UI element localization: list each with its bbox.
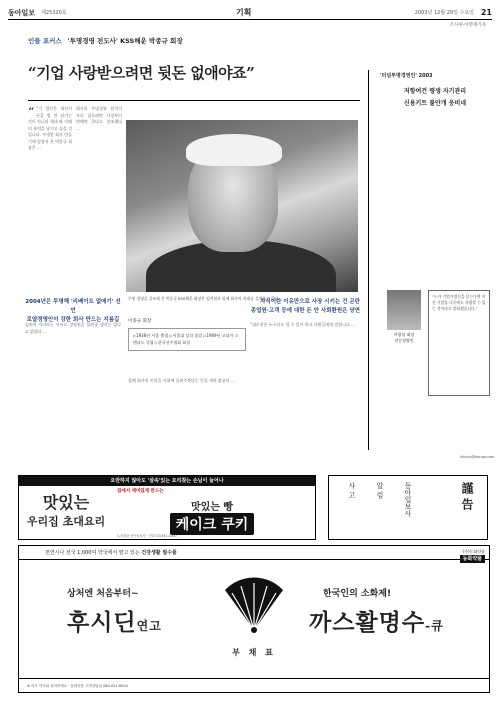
ad2-topline-text: 천연시나 전국 1,000여 약국에서 팔고 있는 [45, 550, 142, 556]
sidebar-profile-name: 이광섭 회장 [393, 332, 415, 337]
section-title: 기획 [236, 7, 252, 17]
series-tag: 인물 포커스 [28, 37, 62, 45]
ad1-brand-sub-a: 우리집 [26, 515, 59, 528]
reporter-credit: 조사위·이명재기자 [449, 23, 486, 28]
article-column-text: 올해 회사의 이익을 사회에 돌려주겠다는 뜻을 재차 밝혔다 … [128, 378, 235, 383]
series-kicker: '투명경영 전도사' KSS해운 박종규 회장 [67, 37, 183, 45]
ad2-fan-label: 부 채 표 [232, 648, 276, 657]
article-column-text: “대로선은 누구라도 될 수 있어 하고 사원들에게 말합니다 … [250, 322, 356, 327]
notice-col: 사 고 [348, 482, 356, 499]
fan-icon [219, 568, 289, 638]
sidebar-photo [387, 290, 421, 330]
page-number: 21 [480, 8, 492, 17]
sidebar-profile [384, 290, 424, 344]
article-column-5 [128, 378, 246, 448]
dropcap-quote-icon: “ [28, 106, 35, 119]
sidebar-text-bottom [380, 400, 490, 452]
ad2-right-subline: 한국인의 소화제! [323, 589, 392, 599]
sidebar-title: '터널투명경영인' 2003 [380, 73, 433, 79]
ad2-left-subline: 상처엔 처음부터~ [67, 589, 139, 599]
notice-heading: 謹 告 [460, 482, 474, 511]
photo-caption: 투명 경영을 강조해 온 박종규 KSS해운 회장은 임직원과 함께 회사의 미래를 설계하고 있다. [128, 296, 280, 301]
ad2-right-product-tail: -큐 [425, 619, 444, 633]
article-column-text: “기 업인은 재산이 돈을 벌 만 남기는 것이 아니라 세대 와 미래의 유익을 남기고 싶을 것입니다. 투명한 회사 만들기에 앞장서 온 박종규 회장은 … [28, 106, 72, 150]
sidebar-text [380, 118, 490, 286]
ad1-brand-sub [25, 513, 107, 529]
newspaper-name: 동아일보 [8, 7, 36, 17]
column-divider [368, 70, 369, 450]
ad2-right-product [309, 604, 444, 637]
ad1-brand-sub-b: 초대요리 [62, 515, 106, 528]
ad1-tagline: 집에서 재미있게 만드는 [117, 489, 164, 494]
series-bar [28, 36, 183, 45]
article-column-2 [76, 106, 122, 294]
article-column-4 [250, 322, 360, 448]
portrait-photo [126, 120, 358, 292]
ad2-left-product [67, 604, 162, 637]
subject-name: 이종규 회장 [128, 319, 152, 324]
publication-date: 2003년 12월 29일 수요일 [414, 10, 474, 16]
ad2-company [460, 549, 485, 563]
article-midhead [250, 298, 360, 316]
sidebar-head-line: 신용키트 불안개 웅비네 [403, 100, 467, 107]
article-column-top-right [302, 106, 360, 118]
subhead-line: 2004년은 투명해 '리베이트 없애기' 선언 [25, 299, 121, 314]
sidebar-quote-box [428, 290, 490, 396]
ad1-brand-word: 맛있는 [42, 493, 90, 512]
midhead-line: 종업원·고객 등에 대한 돈 안 사회환원은 당연 [250, 308, 360, 314]
issue-number: 제25320호 [41, 10, 67, 16]
sidebar-heads [380, 86, 490, 110]
article-column-3 [25, 322, 121, 448]
sidebar-head-line: 저항여건 평생 자기관리 [403, 88, 467, 95]
photo-hair [186, 134, 282, 166]
ad2-company-name: (주)동화약품 [462, 549, 485, 554]
midhead-line: 자식이란 이유만으로 사장 시키는 건 곤란 [260, 299, 360, 305]
ad2-left-product-tail: 연고 [136, 619, 162, 633]
ad1-brand-left [25, 490, 107, 529]
ad2-left-product-name: 후시딘 [67, 609, 137, 636]
ad1-topbar: 요란하지 않아도 '살속'있는 요리찾는 손님이 늘어나 [19, 476, 315, 486]
article-column-text: 회사의 투명경영 원칙이 자리 잡으려면 사장부터 변해야 한다고 강조했다 … [76, 106, 122, 131]
headline-rule [28, 100, 360, 101]
sidebar-profile-title: 전문경영인 [394, 338, 414, 343]
notice-col: 알 림 [376, 482, 384, 499]
ad2-right-product-name: 까스활명수 [309, 609, 426, 636]
ad1-brand-right-main: 케이크 쿠키 [170, 513, 255, 535]
ad1-footer: 도서출판 동아일보사 · 전화 02)361-1000 [117, 534, 177, 538]
subhead-line: 로얄경영인이 강한 회사 만드는 지름길 [26, 317, 120, 323]
ad2-topline [19, 546, 489, 560]
pharma-advertisement[interactable] [18, 545, 490, 693]
book-advertisement[interactable] [18, 475, 316, 540]
sub-header [8, 22, 492, 32]
ad2-topline-highlight: 건강생활 필수품 [141, 550, 177, 556]
ad2-fan-logo [219, 568, 289, 658]
sidebar-quote-text: “누가 기업가정신을 묻는다면 이건 기업을 나중에도 자랑할 수 있는 것이라고 말하겠습니다.” [432, 294, 486, 311]
ad1-brand-right-mini: 맛있는 빵 [190, 502, 234, 513]
profile-box [128, 328, 246, 351]
public-notice [328, 475, 488, 540]
article-subhead [25, 298, 121, 325]
profile-text: ▷1936년 서울 출생 ▷서울대 상과 졸업 ▷1969년 코리아 스텐다드 설립 ▷한국선주협회 회장 [133, 333, 239, 345]
masthead [8, 6, 492, 20]
article-headline: “기업 사랑받으려면 뒷돈 없애야죠” [28, 64, 255, 82]
reporter-email[interactable]: kihyuk@donga.com [460, 455, 495, 459]
ad2-disclaimer: ※ 의사 약사와 상의하세요 · 동화약품 고객상담실 080-021-6004 [19, 678, 489, 692]
notice-col: 동아일보사 [404, 482, 412, 517]
article-column-1 [28, 106, 72, 294]
article-column-text: 임원의 자녀라는 이유로 경영권을 물려줄 생각은 없다고 밝혔다 … [25, 322, 121, 334]
ad1-brand-right [117, 498, 307, 538]
ad2-company-seal: 동화약품 [460, 555, 485, 563]
